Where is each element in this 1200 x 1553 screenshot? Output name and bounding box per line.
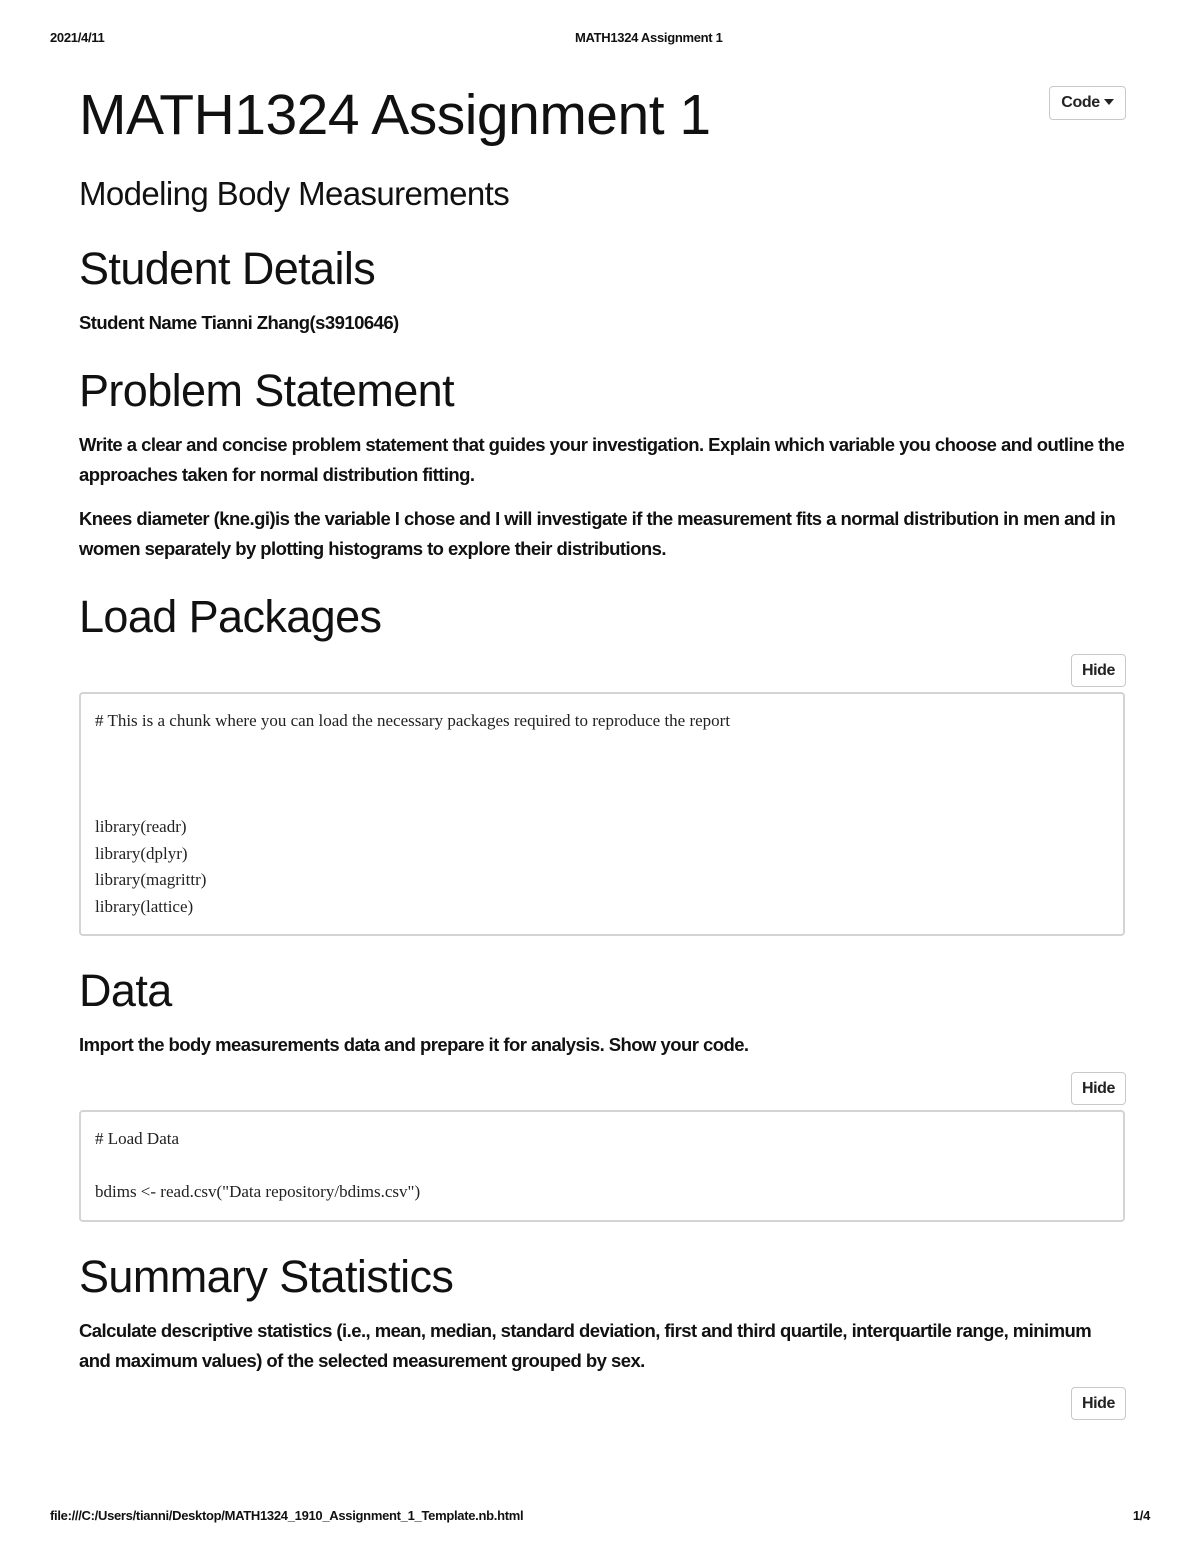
- problem-statement-instruction: Write a clear and concise problem statement that guides your investigation. Explain which variable you choose and outline the approaches taken for normal distribution fitting.: [79, 434, 1125, 485]
- print-date: 2021/4/11: [50, 30, 105, 45]
- problem-statement-answer: Knees diameter (kne.gi)is the variable I chose and I will investigate if the measurement fits a normal distribution in men and in women separately by plotting histograms to explore their distributions.: [79, 508, 1116, 559]
- caret-down-icon: [1104, 99, 1114, 105]
- code-dropdown-button[interactable]: [1049, 86, 1126, 120]
- load-packages-heading: Load Packages: [79, 591, 382, 642]
- code-line: library(readr): [95, 817, 187, 836]
- data-code-block: [79, 1110, 1125, 1222]
- summary-statistics-hide-button[interactable]: Hide: [1071, 1387, 1126, 1420]
- code-line: [95, 788, 1109, 815]
- load-packages-code-block: [79, 692, 1125, 936]
- load-packages-hide-button[interactable]: Hide: [1071, 654, 1126, 687]
- print-title: MATH1324 Assignment 1: [575, 30, 723, 45]
- problem-statement-heading: Problem Statement: [79, 365, 454, 416]
- page-number: 1/4: [1132, 1508, 1150, 1523]
- code-line: library(magrittr): [95, 870, 207, 889]
- code-line: [95, 735, 1109, 762]
- student-details-heading: Student Details: [79, 243, 376, 294]
- page-subtitle: Modeling Body Measurements: [79, 175, 510, 212]
- code-line: # Load Data: [95, 1129, 180, 1148]
- data-hide-button[interactable]: Hide: [1071, 1072, 1126, 1105]
- summary-statistics-instruction: Calculate descriptive statistics (i.e., mean, median, standard deviation, first and third quartile, interquartile range, minimum and maximum values) of the selected measurement grouped by sex.: [79, 1320, 1092, 1371]
- data-instruction: Import the body measurements data and prepare it for analysis. Show your code.: [79, 1034, 749, 1055]
- student-name-text: Student Name Tianni Zhang(s3910646): [79, 312, 399, 333]
- print-header: [50, 30, 1150, 48]
- code-line: library(lattice): [95, 896, 194, 916]
- code-button-label: Code: [1061, 94, 1100, 111]
- summary-statistics-heading: Summary Statistics: [79, 1251, 454, 1302]
- code-line: library(dplyr): [95, 843, 188, 863]
- code-line: bdims <- read.csv("Data repository/bdims.csv"): [95, 1182, 421, 1201]
- code-line: # This is a chunk where you can load the necessary packages required to reproduce the report: [95, 711, 731, 730]
- code-line: [95, 1153, 1109, 1180]
- file-path: file:///C:/Users/tianni/Desktop/MATH1324_1910_Assignment_1_Template.nb.html: [50, 1508, 524, 1523]
- page-title: MATH1324 Assignment 1: [79, 83, 711, 147]
- data-heading: Data: [79, 965, 172, 1016]
- code-line: [95, 761, 1109, 788]
- print-footer: [50, 1508, 1150, 1526]
